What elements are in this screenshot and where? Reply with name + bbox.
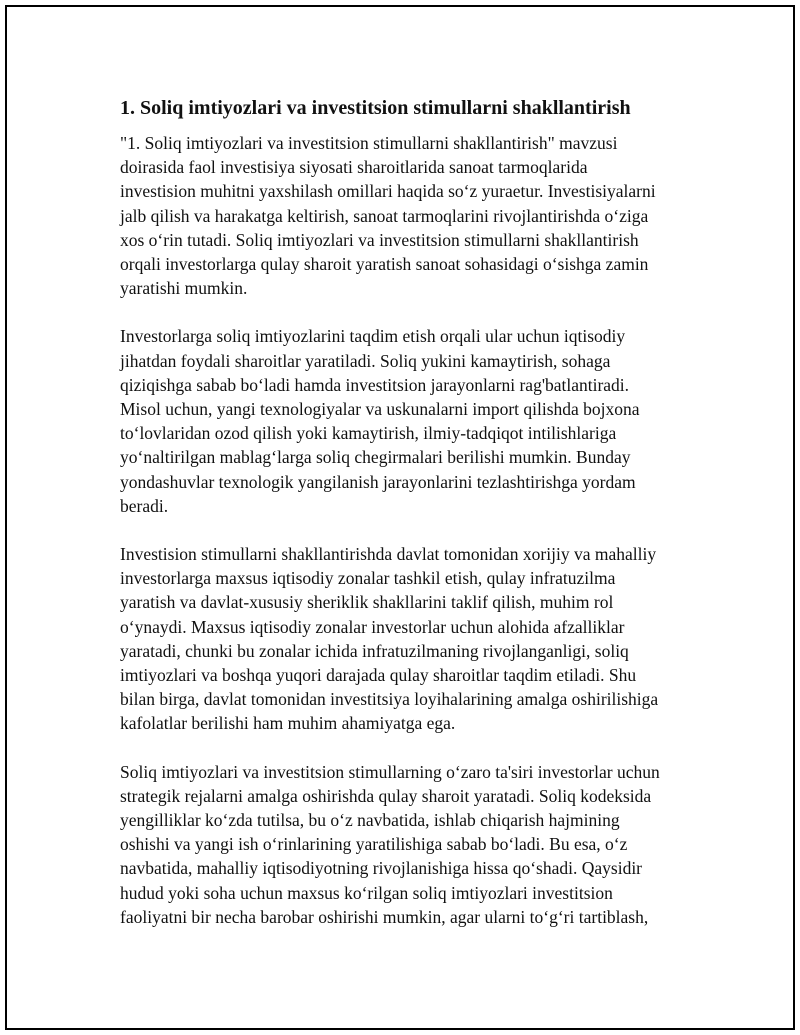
paragraph-line: Soliq imtiyozlari va investitsion stimullarning o‘zaro ta'siri investorlar uchun xyxy=(120,761,660,782)
paragraph-line: imtiyozlari va boshqa yuqori darajada qulay sharoitlar taqdim etiladi. Shu xyxy=(120,665,637,686)
paragraph-line: navbatida, mahalliy iqtisodiyotning rivojlanishiga hissa qo‘shadi. Qaysidir xyxy=(120,858,643,879)
paragraph-line: qiziqishga sabab bo‘ladi hamda investitsion jarayonlarni rag'batlantiradi. xyxy=(120,374,630,395)
paragraph-line: investision muhitni yaxshilash omillari haqida so‘z yuraetur. Investisiyalarni xyxy=(120,181,656,202)
paragraph-line: oshishi va yangi ish o‘rinlarining yaratilishiga sabab bo‘ladi. Bu esa, o‘z xyxy=(120,834,628,855)
paragraph-line: jihatdan foydali sharoitlar yaratiladi. Soliq yukini kamaytirish, sohaga xyxy=(120,350,611,371)
paragraph-line: bilan birga, davlat tomonidan investitsiya loyihalarining amalga oshirilishiga xyxy=(120,689,659,710)
paragraph-line: yaratish va davlat-xususiy sheriklik shakllarini taklif qilish, muhim rol xyxy=(120,592,614,613)
paragraph-line: investorlarga maxsus iqtisodiy zonalar tashkil etish, qulay infratuzilma xyxy=(120,568,616,589)
document-page xyxy=(5,5,795,1030)
paragraph-2 xyxy=(120,324,680,518)
paragraph-4 xyxy=(120,760,680,929)
paragraph-line: doirasida faol investisiya siyosati sharoitlarida sanoat tarmoqlarida xyxy=(120,157,588,178)
paragraph-line: jalb qilish va harakatga keltirish, sanoat tarmoqlarini rivojlantirishda o‘ziga xyxy=(120,205,649,226)
document-content xyxy=(120,95,680,953)
paragraph-3 xyxy=(120,542,680,736)
section-title: 1. Soliq imtiyozlari va investitsion stimullarni shakllantirish xyxy=(120,97,631,119)
paragraph-line: yengilliklar ko‘zda tutilsa, bu o‘z navbatida, ishlab chiqarish hajmining xyxy=(120,810,620,831)
paragraph-line: orqali investorlarga qulay sharoit yaratish sanoat sohasidagi o‘sishga zamin xyxy=(120,254,649,275)
paragraph-line: kafolatlar berilishi ham muhim ahamiyatga ega. xyxy=(120,713,456,734)
paragraph-line: beradi. xyxy=(120,495,169,516)
paragraph-line: yo‘naltirilgan mablag‘larga soliq chegirmalari berilishi mumkin. Bunday xyxy=(120,447,631,468)
paragraph-line: faoliyatni bir necha barobar oshirishi mumkin, agar ularni to‘g‘ri tartiblash, xyxy=(120,906,649,927)
paragraph-line: yaratishi mumkin. xyxy=(120,278,248,299)
paragraph-line: "1. Soliq imtiyozlari va investitsion stimullarni shakllantirish" mavzusi xyxy=(120,133,618,153)
paragraph-line: Investorlarga soliq imtiyozlarini taqdim etish orqali ular uchun iqtisodiy xyxy=(120,326,626,347)
paragraph-line: yondashuvlar texnologik yangilanish jarayonlarini tezlashtirishga yordam xyxy=(120,471,636,492)
paragraph-line: Investision stimullarni shakllantirishda davlat tomonidan xorijiy va mahalliy xyxy=(120,544,657,565)
paragraph-line: to‘lovlaridan ozod qilish yoki kamaytirish, ilmiy-tadqiqot intilishlariga xyxy=(120,423,617,444)
paragraph-line: xos o‘rin tutadi. Soliq imtiyozlari va investitsion stimullarni shakllantirish xyxy=(120,229,639,250)
paragraph-1 xyxy=(120,131,680,300)
paragraph-line: hudud yoki soha uchun maxsus ko‘rilgan soliq imtiyozlari investitsion xyxy=(120,882,613,903)
paragraph-line: o‘ynaydi. Maxsus iqtisodiy zonalar investorlar uchun alohida afzalliklar xyxy=(120,616,625,637)
paragraph-line: yaratadi, chunki bu zonalar ichida infratuzilmaning rivojlanganligi, soliq xyxy=(120,640,629,661)
paragraph-line: strategik rejalarni amalga oshirishda qulay sharoit yaratadi. Soliq kodeksida xyxy=(120,785,652,806)
paragraph-line: Misol uchun, yangi texnologiyalar va uskunalarni import qilishda bojxona xyxy=(120,399,640,420)
